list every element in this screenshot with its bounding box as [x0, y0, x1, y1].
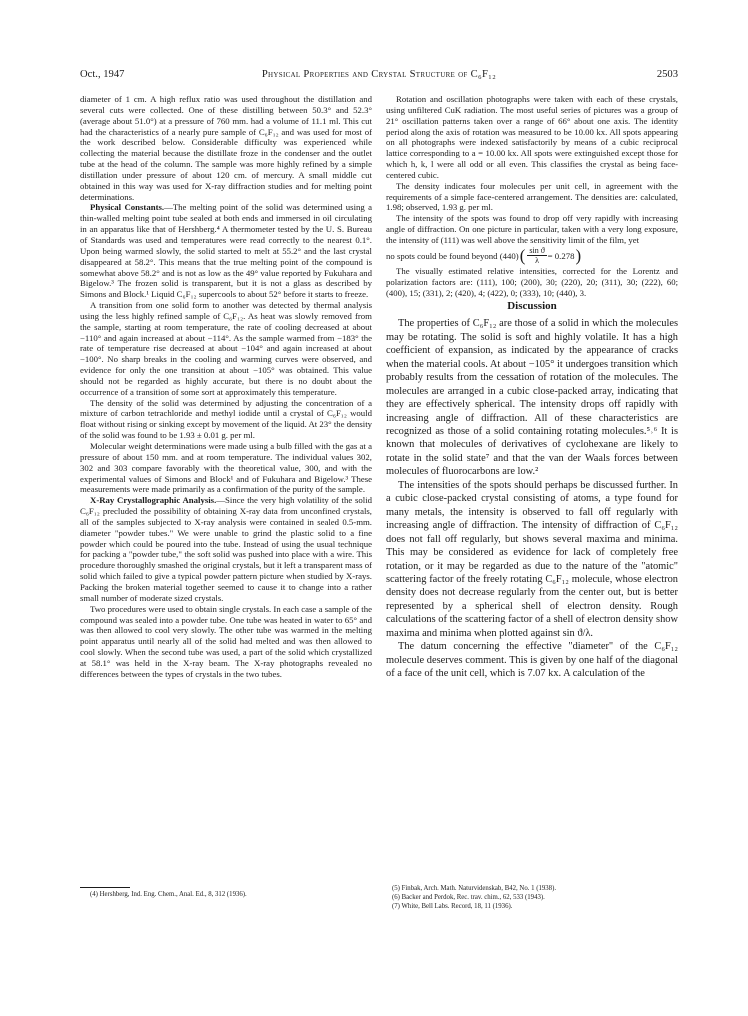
footnote-4: (4) Hershberg, Ind. Eng. Chem., Anal. Ed., 8, 312 (1936).	[90, 891, 247, 898]
paragraph-intensity: The intensity of the spots was found to drop off very rapidly with increasing angle of diffraction. On one picture in particular, taken with a very long exposure, the intensity of (111) was well above the sensitivity limit of the film, yet	[386, 213, 678, 245]
fraction	[527, 246, 546, 265]
paragraph-density: The density of the solid was determined by adjusting the concentration of a mixture of carbon tetrachloride and methyl iodide until a crystal of C₆F₁₂ would float without rising or sinking except by movement of the liquid. At 23° the density of the solid was found to be 1.93 ± 0.01 g. per ml.	[80, 397, 372, 441]
xray-analysis-text: —Since the very high volatility of the solid C₆F₁₂ precluded the possibility of obtaining X-ray data from unconfined crystals, all of the samples subjected to X-ray analysis were contained in sealed 0.5-mm. diameter "powder tubes." We were unable to grind the plastic solid to a fine powder which could be poured into the tube. Instead of using the usual technique for packing a "powder tube," the soft solid was pushed into place with a wire. This procedure thoroughly smashed the original crystals, but it left a transparent mass of solid which failed to give a typical powder pattern picture when studied by X-rays. Packing the broken material together seemed to cause it to change into a rather small number of moderate sized crystals.	[80, 495, 372, 603]
right-footnotes	[386, 884, 678, 911]
run-in-heading-xray: X-Ray Crystallographic Analysis.	[90, 495, 217, 506]
equation-line	[386, 246, 678, 266]
equation-suffix: = 0.278	[547, 250, 575, 261]
page-number: 2503	[656, 69, 678, 80]
physical-constants-text: —The melting point of the solid was determined using a thin-walled melting point tube sealed at both ends and immersed in oil circulating in an apparatus like that of Hershberg.⁴ A thermometer tested by the U. S. Bureau of Standards was used and temperatures were read correctly to the nearest 0.1°. Upon being warmed slowly, the solid started to melt at 55.2° and the last crystal disappeared at 58.2°. This means that the true melting point of the compound is somewhat above 58.2° and is not as low as the 49° value reported by Fukuhara and Bigelow.³ The frozen solid is transparent, but it is not a glass as described by Simons and Block.¹ Liquid C₆F₁₂ supercools to about 52° before it starts to freeze.	[80, 202, 372, 300]
running-head	[80, 68, 678, 82]
discussion-paragraph-1: The properties of C₆F₁₂ are those of a solid in which the molecules may be rotating. The solid is soft and highly volatile. It has a high coefficient of expansion, as indicated by the appearance of cracks when the material cools. At about −105° it undergoes transition which probably results from the cessation of rotation of the molecules. The molecules are arranged in a cubic close-packed array, indicating that they are effectively spherical. The intensity drops off rapidly with increasing angle of diffraction. All of these characteristics are recognized as those of a solid containing rotating molecules.⁵˒⁶ It is known that molecules of derivatives of cyclohexane are likely to rotate in the solid state⁷ and that the van der Waals forces between molecules of fluorocarbons are low.²	[386, 318, 678, 478]
paragraph-unit-cell-density: The density indicates four molecules per unit cell, in agreement with the requirements of a simple face-centered arrangement. The densities are: calculated, 1.98; observed, 1.93 g. per ml.	[386, 180, 678, 213]
footnote-6: (6) Backer and Perdok, Rec. trav. chim., 62, 533 (1943).	[392, 894, 545, 901]
fraction-denominator: λ	[535, 256, 539, 266]
right-column	[386, 94, 678, 914]
discussion-paragraph-3: The datum concerning the effective "diameter" of the C₆F₁₂ molecule deserves comment. This is given by one half of the diagonal of a face of the unit cell, which is 7.07 kx. A calculation of the	[386, 641, 678, 680]
right-paren: )	[575, 245, 582, 265]
paragraph-rotation-photographs: Rotation and oscillation photographs were taken with each of these crystals, using unfiltered CuK radiation. The most useful series of pictures was a group of 21° oscillation patterns taken over a range of 66° about one axis. The identity period along the axis of rotation was measured to be 10.00 kx. All spots appearing on all photographs were indexed satisfactorily by means of a cubic reciprocal lattice corresponding to a = 10.00 kx. All spots were extinguished except those for which h, k, l were all odd or all even. This classifies the crystal as being face-centered cubic.	[386, 94, 678, 180]
running-head-date: Oct., 1947	[80, 69, 125, 80]
footnote-rule	[80, 887, 130, 888]
paragraph-xray-analysis	[80, 495, 372, 603]
footnote-7: (7) White, Bell Labs. Record, 18, 11 (1936).	[392, 903, 513, 910]
equation-prefix: no spots could be found beyond (440)	[386, 250, 519, 261]
left-paren: (	[519, 245, 526, 265]
paragraph-relative-intensities: The visually estimated relative intensities, corrected for the Lorentz and polarization factors are: (111), 100; (200), 30; (220), 20; (311), 30; (222), 60; (400), 15; (331), 2; (420), 4; (422), 0; (333), 10; (440), 3.	[386, 265, 678, 298]
paragraph-physical-constants	[80, 202, 372, 300]
footnote-5: (5) Finbak, Arch. Math. Naturvidenskab, B42, No. 1 (1938).	[392, 885, 557, 892]
fraction-numerator: sin ϑ	[529, 246, 545, 256]
paragraph-transition: A transition from one solid form to another was detected by thermal analysis using the less highly refined sample of C₆F₁₂. As heat was slowly removed from the sample, starting at room temperature, the rate of cooling decreased at about −110° and again increased at about −114°. As the sample warmed from −183° the rate of temperature rise decreased at about −104° and again increased at about −100°. No sharp breaks in the cooling and warming curves were observed, and evidence for only the one transition at about −105° was obtained. This value should not be regarded as highly accurate, but there is no doubt about the occurrence of a transition of some sort at approximately this temperature.	[80, 300, 372, 397]
paragraph-distillation: diameter of 1 cm. A high reflux ratio was used throughout the distillation and several cuts were collected. One of these distilling between 50.3° and 52.3° (average about 51.0°) at a pressure of 760 mm. had a volume of 11.1 ml. This cut had the characteristics of a nearly pure sample of C₆F₁₂ and was used for most of the work described below. Considerable difficulty was experienced while collecting the material because the distillate froze in the condenser and the outlet tube at the head of the column. The sample was more highly refined by a simple distillation under pressure of about 120 cm. of mercury. A small middle cut obtained in this way was used for X-ray diffraction studies and for melting point determinations.	[80, 94, 372, 202]
run-in-heading-physical-constants: Physical Constants.	[90, 202, 165, 213]
section-heading-discussion: Discussion	[507, 300, 557, 313]
left-footnotes	[80, 884, 372, 899]
paragraph-single-crystals: Two procedures were used to obtain single crystals. In each case a sample of the compound was sealed into a powder tube. One tube was heated in water to 65° and was then allowed to cool very slowly. The other tube was warmed in the melting point apparatus until nearly all of the solid had melted and was then allowed to cool slowly. When the second tube was used, a part of the solid which crystallized at 58.1° was held in the X-ray beam. The X-ray photographs revealed no differences between the types of crystals in the two tubes.	[80, 603, 372, 679]
paragraph-molecular-weight: Molecular weight determinations were made using a bulb filled with the gas at a pressure of about 150 mm. and at room temperature. The individual values 302, 302 and 303 compare favorably with the theoretical value, 300, and with the experimental values of Simons and Block¹ and of Fukuhara and Bigelow.³ These measurements were made primarily as a confirmation of the purity of the sample.	[80, 441, 372, 495]
running-head-title: Physical Properties and Crystal Structure of C₆F₁₂	[261, 69, 497, 80]
left-column	[80, 94, 372, 884]
discussion-paragraph-2: The intensities of the spots should perhaps be discussed further. In a cubic close-packed crystal consisting of atoms, a type found for many metals, the intensity is observed to fall off regularly with increasing angle of diffraction. The intensity of diffraction of C₆F₁₂ does not fall off regularly, but shows several maxima and minima. This may be considered as evidence for lack of completely free rotation, or it may be regarded as due to the nature of the "atomic" scattering factor of the freely rotating C₆F₁₂ molecule, whose electron density does not decrease regularly from the center out, but is better represented by a spherical shell of electron density. Rough calculations of the scattering factor of a shell of electron density show maxima and minima when plotted against sin ϑ/λ.	[386, 479, 678, 639]
